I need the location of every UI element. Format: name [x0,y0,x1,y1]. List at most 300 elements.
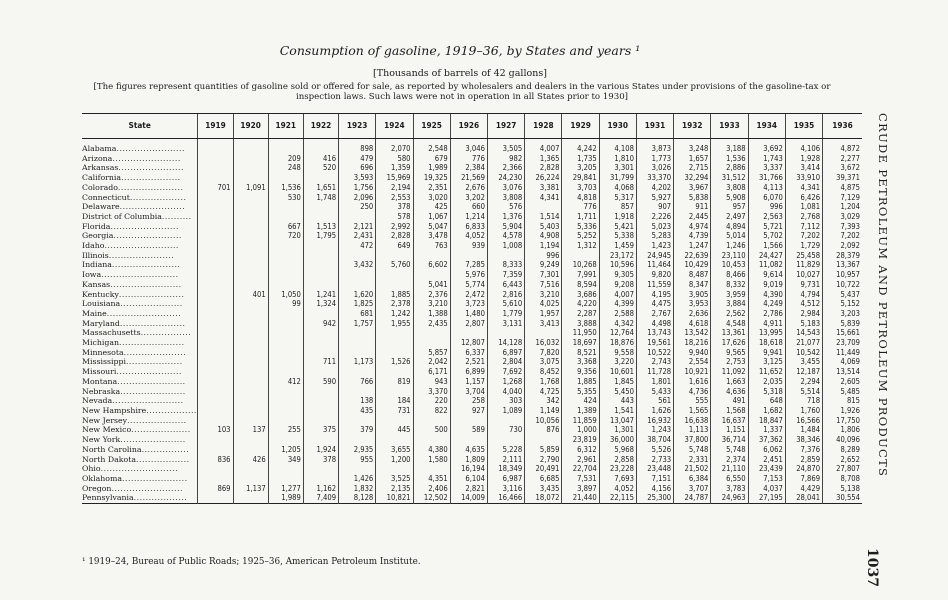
table-cell [487,251,524,261]
table-row [82,377,862,387]
table-cell: 184 [376,396,413,406]
table-cell [198,328,233,338]
table-cell: 7,693 [599,474,636,484]
table-cell [487,328,524,338]
table-row [82,328,862,338]
table-cell [233,139,268,154]
table-cell [268,435,303,445]
table-cell: 7,202 [785,231,822,241]
table-cell: 6,833 [450,222,487,232]
table-cell: 4,068 [599,183,636,193]
table-cell [376,348,413,358]
table-cell [413,328,450,338]
state-name: Maine......................... [82,308,182,318]
table-cell: 2,121 [339,222,376,232]
table-cell: 3,707 [674,484,711,494]
table-row [82,455,862,465]
leader-dots: ...................... [119,338,185,348]
table-cell: 1,768 [525,377,562,387]
table-cell [233,464,268,474]
table-cell: 11,559 [636,280,673,290]
table-cell [233,270,268,280]
state-name: New Jersey.................... [82,415,187,425]
table-cell: 378 [376,202,413,212]
column-header-year: 1929 [562,114,599,139]
table-cell: 3,703 [562,183,599,193]
table-cell [376,367,413,377]
table-cell [487,416,524,426]
column-header-year: 1931 [636,114,673,139]
table-cell: 1,756 [339,183,376,193]
table-cell: 1,957 [525,309,562,319]
table-cell: 2,767 [636,309,673,319]
table-cell: 1,541 [599,406,636,416]
table-cell: 3,368 [562,357,599,367]
table-cell: 4,794 [785,290,822,300]
table-cell [233,231,268,241]
table-cell: 2,807 [450,319,487,329]
table-cell: 21,077 [785,338,822,348]
table-cell: 6,384 [674,474,711,484]
table-unit-note: [Thousands of barrels of 42 gallons] [373,68,547,79]
table-cell: 13,743 [636,328,673,338]
table-cell: 426 [233,455,268,465]
table-cell: 425 [413,202,450,212]
table-cell: 39,371 [823,173,862,183]
table-cell: 3,202 [450,193,487,203]
table-cell: 1,337 [748,425,785,435]
table-cell [303,212,338,222]
table-cell: 2,035 [748,377,785,387]
leader-dots: ....................... [116,144,185,153]
table-cell [198,173,233,183]
table-cell: 869 [198,484,233,494]
table-headnote: [The figures represent quantities of gasoline sold or offered for sale, as reported by wholesalers and dealers in the various States under provisions of the gasoline-tax or inspection laws. Such laws were not in operation in all States prior to 1930] [93,82,831,102]
table-cell: 681 [339,309,376,319]
table-cell: 8,452 [525,367,562,377]
table-cell: 6,171 [413,367,450,377]
table-row [82,319,862,329]
leader-dots: ......................... [106,308,182,318]
table-cell: 3,188 [711,139,748,154]
table-cell: 255 [268,425,303,435]
table-cell [303,139,338,154]
table-cell: 379 [339,425,376,435]
table-cell [233,377,268,387]
state-name: Kansas........................ [82,279,182,289]
table-cell: 1,760 [785,406,822,416]
leader-dots: ........................ [111,483,183,493]
table-cell: 33,910 [785,173,822,183]
table-cell [376,328,413,338]
table-cell: 1,711 [562,212,599,222]
table-cell: 555 [674,396,711,406]
leader-dots: ................. [140,328,192,338]
table-cell: 2,588 [599,309,636,319]
table-cell: 5,014 [711,231,748,241]
table-cell [268,406,303,416]
table-cell: 24,427 [748,251,785,261]
table-cell: 3,723 [450,299,487,309]
table-cell: 6,070 [748,193,785,203]
column-header-year: 1924 [376,114,413,139]
table-cell [339,338,376,348]
table-cell: 730 [487,425,524,435]
table-cell: 3,414 [785,163,822,173]
table-cell [303,464,338,474]
table-cell: 3,905 [674,290,711,300]
table-cell: 6,550 [711,474,748,484]
table-cell: 3,888 [562,319,599,329]
table-row [82,251,862,261]
table-cell: 3,046 [450,139,487,154]
table-cell: 1,242 [376,309,413,319]
table-cell: 8,487 [674,270,711,280]
table-cell: 10,601 [599,367,636,377]
table-cell [525,435,562,445]
table-cell: 5,283 [636,231,673,241]
table-cell: 8,708 [823,474,862,484]
table-cell [233,348,268,358]
table-cell: 5,336 [562,222,599,232]
table-row [82,396,862,406]
table-cell: 3,478 [413,231,450,241]
table-cell [268,464,303,474]
table-cell [198,396,233,406]
table-cell [303,260,338,270]
table-cell: 8,466 [711,270,748,280]
table-cell: 2,828 [376,231,413,241]
state-name: Florida....................... [82,221,179,231]
table-cell: 1,801 [636,377,673,387]
state-name: Missouri...................... [82,367,182,377]
table-cell: 7,692 [487,367,524,377]
column-header-year: 1923 [339,114,376,139]
table-cell: 3,505 [487,139,524,154]
table-row [82,154,862,164]
table-cell: 2,472 [450,290,487,300]
state-name: Arizona....................... [82,153,181,163]
table-cell: 1,885 [376,290,413,300]
table-cell: 1,809 [450,455,487,465]
leader-dots: ................... [125,357,183,367]
column-header-year: 1935 [785,114,822,139]
table-row [82,357,862,367]
table-cell: 1,729 [785,241,822,251]
state-name: New York...................... [82,435,186,445]
table-cell: 4,202 [636,183,673,193]
table-cell: 2,406 [413,484,450,494]
table-row [82,212,862,222]
table-cell: 943 [413,377,450,387]
table-cell [268,319,303,329]
table-cell: 3,220 [599,357,636,367]
table-cell: 99 [268,299,303,309]
table-cell: 8,128 [339,493,376,503]
table-cell: 766 [339,377,376,387]
table-cell: 2,715 [674,163,711,173]
table-cell: 1,810 [599,154,636,164]
state-name: Kentucky...................... [82,289,185,299]
table-cell: 2,886 [711,163,748,173]
table-cell: 18,072 [525,493,562,503]
table-cell: 5,839 [823,319,862,329]
state-name: Colorado...................... [82,182,184,192]
leader-dots: ...................... [118,163,184,173]
leader-dots: ................... [129,192,187,202]
leader-dots: ...................... [120,386,186,396]
table-cell: 4,052 [599,484,636,494]
table-cell: 701 [198,183,233,193]
table-cell [233,251,268,261]
table-row [82,202,862,212]
table-cell: 5,526 [636,445,673,455]
table-cell: 3,075 [525,357,562,367]
table-cell: 7,376 [785,445,822,455]
state-name: Delaware...................... [82,202,186,212]
table-cell: 33,370 [636,173,673,183]
table-cell: 14,009 [450,493,487,503]
column-header-year: 1922 [303,114,338,139]
table-cell [303,435,338,445]
table-cell: 3,210 [413,299,450,309]
table-cell: 5,138 [823,484,862,494]
table-cell [450,435,487,445]
state-name: New Mexico.................... [82,425,191,435]
table-row [82,183,862,193]
table-cell [198,406,233,416]
table-cell: 1,149 [525,406,562,416]
table-cell [233,406,268,416]
leader-dots: ......................... [104,241,179,251]
table-cell: 6,443 [487,280,524,290]
table-cell [233,416,268,426]
table-row [82,299,862,309]
table-cell: 711 [303,357,338,367]
table-cell [376,435,413,445]
table-cell: 4,341 [785,183,822,193]
table-cell: 16,932 [636,416,673,426]
table-cell: 6,426 [785,193,822,203]
table-row [82,425,862,435]
table-row [82,270,862,280]
table-cell: 4,908 [525,231,562,241]
table-cell: 822 [413,406,450,416]
state-name: Iowa.......................... [82,270,179,280]
table-cell: 696 [339,163,376,173]
table-cell: 2,859 [785,455,822,465]
leader-dots: ....................... [117,376,186,386]
table-cell: 18,697 [562,338,599,348]
table-cell: 1,484 [785,425,822,435]
table-row [82,406,862,416]
table-header-row [82,114,862,139]
table-cell: 1,388 [413,309,450,319]
column-header-year: 1921 [268,114,303,139]
table-cell [268,309,303,319]
table-cell: 3,026 [636,163,673,173]
table-cell: 2,743 [636,357,673,367]
table-cell: 2,294 [785,377,822,387]
table-body [82,139,862,504]
table-cell: 7,393 [823,222,862,232]
table-cell: 3,125 [748,357,785,367]
table-row [82,241,862,251]
table-cell: 2,111 [487,455,524,465]
table-cell: 3,435 [525,484,562,494]
table-cell: 4,106 [785,139,822,154]
table-cell: 1,566 [748,241,785,251]
table-cell [339,251,376,261]
table-cell [303,251,338,261]
table-cell: 3,203 [823,309,862,319]
table-cell: 5,355 [562,387,599,397]
table-cell: 32,294 [674,173,711,183]
table-cell: 957 [711,202,748,212]
state-name: Idaho......................... [82,241,179,251]
table-cell: 939 [450,241,487,251]
column-header-year: 1928 [525,114,562,139]
table-cell: 13,995 [748,328,785,338]
table-cell [198,241,233,251]
state-name: Michigan...................... [82,338,185,348]
table-cell [487,435,524,445]
table-cell: 22,639 [674,251,711,261]
table-cell: 1,205 [268,445,303,455]
leader-dots: ...................... [108,250,175,260]
table-cell: 31,512 [711,173,748,183]
table-cell: 1,682 [748,406,785,416]
table-cell [303,338,338,348]
table-row [82,493,862,503]
table-cell: 5,968 [599,445,636,455]
table-cell: 3,808 [711,183,748,193]
table-row [82,231,862,241]
table-cell [233,328,268,338]
table-cell: 2,935 [339,445,376,455]
leader-dots: ...................... [117,182,184,192]
table-cell: 3,953 [674,299,711,309]
table-cell: 20,491 [525,464,562,474]
table-cell: 6,685 [525,474,562,484]
table-cell [303,173,338,183]
table-cell: 3,370 [413,387,450,397]
table-cell [339,328,376,338]
table-cell: 23,172 [599,251,636,261]
state-name: Oregon........................ [82,483,183,493]
table-row [82,474,862,484]
table-cell: 1,091 [233,183,268,193]
state-name: Minnesota..................... [82,347,187,357]
table-cell: 18,847 [748,416,785,426]
table-cell: 8,347 [674,280,711,290]
table-cell: 23,228 [599,464,636,474]
table-cell: 776 [450,154,487,164]
table-cell [376,338,413,348]
table-cell: 11,829 [785,260,822,270]
table-cell: 2,277 [823,154,862,164]
table-cell: 16,032 [525,338,562,348]
table-cell: 9,941 [748,348,785,358]
table-cell: 7,516 [525,280,562,290]
table-cell: 836 [198,455,233,465]
table-cell [413,416,450,426]
table-cell: 16,638 [674,416,711,426]
table-cell: 942 [303,319,338,329]
table-cell [268,416,303,426]
table-cell: 2,378 [376,299,413,309]
table-cell: 5,433 [636,387,673,397]
gasoline-consumption-table [82,113,862,504]
table-cell: 16,637 [711,416,748,426]
table-cell: 4,548 [711,319,748,329]
table-cell [198,260,233,270]
table-cell: 4,380 [413,445,450,455]
table-cell: 2,786 [748,309,785,319]
table-cell: 5,908 [711,193,748,203]
table-cell: 2,563 [748,212,785,222]
table-cell: 927 [450,406,487,416]
table-cell: 1,918 [599,212,636,222]
table-cell [413,464,450,474]
table-cell: 19,325 [413,173,450,183]
table-cell [376,416,413,426]
table-cell [268,387,303,397]
table-cell: 5,421 [599,222,636,232]
table-cell: 29,841 [562,173,599,183]
table-cell: 1,067 [413,212,450,222]
table-cell: 28,379 [823,251,862,261]
table-cell: 23,439 [748,464,785,474]
table-cell: 589 [450,425,487,435]
table-cell: 7,202 [823,231,862,241]
table-row [82,139,862,154]
table-cell: 138 [339,396,376,406]
table-cell: 6,987 [487,474,524,484]
table-cell: 19,561 [636,338,673,348]
table-cell: 5,252 [562,231,599,241]
table-cell [198,139,233,154]
state-name: Montana....................... [82,376,186,386]
table-cell [303,474,338,484]
table-cell: 40,096 [823,435,862,445]
table-cell: 7,409 [303,493,338,503]
table-cell: 2,287 [562,309,599,319]
table-row [82,260,862,270]
table-cell: 3,029 [823,212,862,222]
state-name: Alabama....................... [82,144,185,153]
table-cell: 10,056 [525,416,562,426]
table-cell: 5,838 [674,193,711,203]
table-cell: 1,757 [339,319,376,329]
table-cell: 1,825 [339,299,376,309]
table-cell [198,435,233,445]
leader-dots: ...................... [119,202,186,212]
leader-dots: .................... [127,415,187,425]
table-row [82,280,862,290]
leader-dots: ...................... [118,289,185,299]
table-cell: 103 [198,425,233,435]
table-cell: 8,289 [823,445,862,455]
table-cell: 2,445 [674,212,711,222]
table-cell: 9,565 [711,348,748,358]
table-cell: 22,704 [562,464,599,474]
table-cell: 2,351 [413,183,450,193]
table-cell: 36,000 [599,435,636,445]
table-cell: 3,432 [339,260,376,270]
table-cell: 4,875 [823,183,862,193]
table-cell: 2,753 [711,357,748,367]
